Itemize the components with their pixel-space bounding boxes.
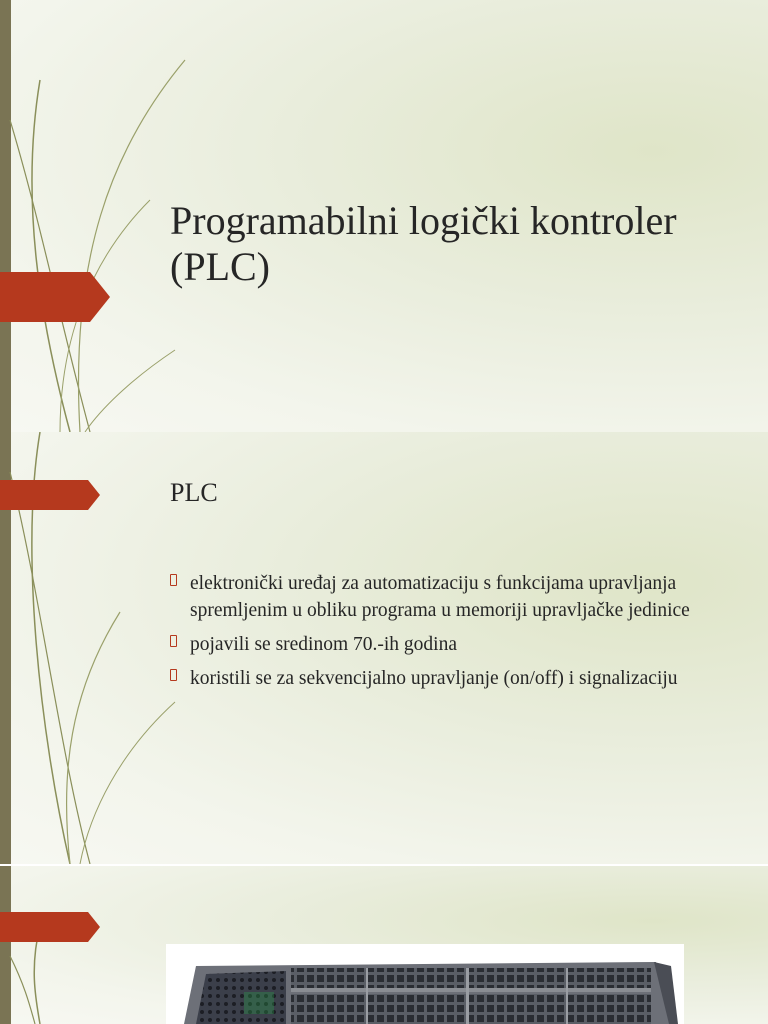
bullet-text: pojavili se sredinom 70.-ih godina	[190, 634, 458, 655]
list-item	[170, 631, 730, 658]
bullet-icon	[170, 574, 177, 586]
list-item	[170, 665, 730, 692]
plc-device-photo	[166, 944, 684, 1024]
slide-heading: PLC	[170, 478, 218, 507]
slide-title: Programabilni logički kontroler (PLC)	[170, 198, 677, 289]
plc-device-image-icon	[166, 944, 684, 1024]
bullet-text: koristili se za sekvencijalno upravljanje (on/off) i signalizaciju	[190, 668, 678, 689]
slide-arrow-icon	[0, 480, 102, 510]
bullet-icon	[170, 635, 177, 647]
bullet-text: elektronički uređaj za automatizaciju s funkcijama upravljanja spremljenim u obliku programa u memoriji upravljačke jedinice	[190, 573, 690, 621]
slide-1	[0, 0, 768, 432]
bullet-icon	[170, 669, 177, 681]
bullet-list	[170, 570, 730, 699]
list-item	[170, 570, 730, 624]
slide-arrow-icon	[0, 272, 112, 322]
slide-arrow-icon	[0, 912, 102, 942]
